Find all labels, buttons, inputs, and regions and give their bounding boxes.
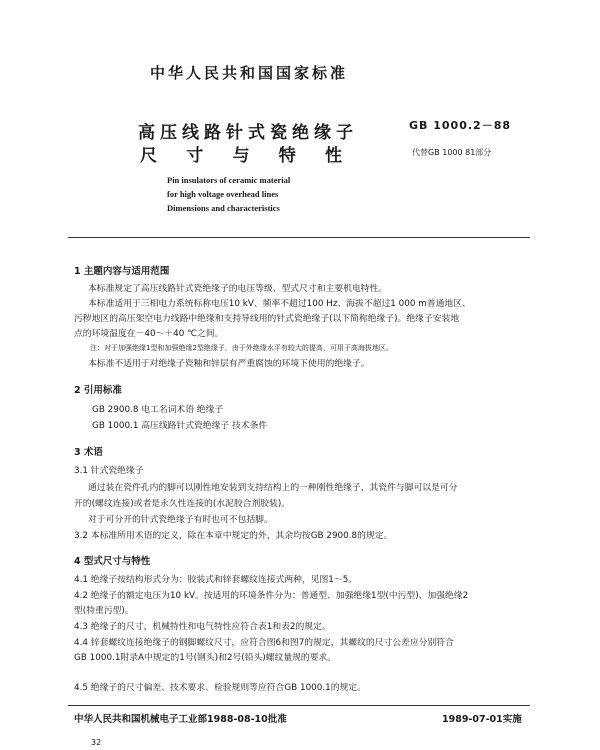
english-title-line: for high voltage overhead lines <box>167 189 279 199</box>
clause-line: 4.4 锌套螺纹连接绝缘子的钢脚螺纹尺寸，应符合图6和图7的规定，其螺纹的尺寸公差应分别符合 <box>74 638 454 648</box>
english-title-line: Pin insulators of ceramic material <box>167 175 291 185</box>
subtitle-char: 性 <box>325 146 342 166</box>
national-standard-header: 中华人民共和国国家标准 <box>150 64 349 82</box>
approval-statement: 中华人民共和国机械电子工业部1988-08-10批准 <box>74 714 287 725</box>
paragraph: 本标准不适用于对绝缘子瓷釉和锌层有严重腐蚀的环境下使用的绝缘子。 <box>88 359 370 369</box>
footer-divider <box>68 705 530 706</box>
page-number: 32 <box>91 738 102 747</box>
reference-item: GB 1000.1 高压线路针式瓷绝缘子 技术条件 <box>92 421 268 431</box>
subtitle-char: 尺 <box>140 146 157 166</box>
clause-line: 4.5 绝缘子的尺寸偏差、技术要求、检验规则等应符合GB 1000.1的规定。 <box>74 683 366 693</box>
section-3-heading: 3 术语 <box>74 447 103 458</box>
subtitle-char: 与 <box>232 146 250 166</box>
paragraph-line: 点的环境温度在－40～＋40 ℃之间。 <box>74 329 224 339</box>
clause-line: 4.1 绝缘子按结构形式分为：胶装式和锌套螺纹连接式两种，见图1～5。 <box>74 575 358 585</box>
clause-line: GB 1000.1附录A中规定的1号(钢头)和2号(铅头)螺纹量规的要求。 <box>74 653 337 663</box>
document-title: 高压线路针式瓷绝缘子 <box>138 123 358 143</box>
subtitle-char: 特 <box>278 146 296 166</box>
paragraph-line: 污秽地区的高压架空电力线路中绝缘和支持导线用的针式瓷绝缘子(以下简称绝缘子)。绝缘子安装地 <box>74 314 460 324</box>
definition-line: 对于可分开的针式瓷绝缘子有时也可不包括脚。 <box>88 515 273 525</box>
replaces-note: 代替GB 1000 81部分 <box>412 148 492 157</box>
definition-item: 3.2 本标准所用术语的定义，除在本章中规定的外，其余均按GB 2900.8的规定。 <box>74 531 393 541</box>
clause-line: 4.2 绝缘子的额定电压为10 kV。按适用的环境条件分为：普通型、加强绝缘1型(中污型)、加强绝缘2 <box>74 591 469 601</box>
section-2-heading: 2 引用标准 <box>74 385 122 396</box>
definition-title: 3.1 针式瓷绝缘子 <box>74 466 144 476</box>
reference-item: GB 2900.8 电工名词术语 绝缘子 <box>92 405 224 415</box>
definition-line: 开的(螺纹连接)或者是永久性连接的(水泥胶合剂胶装)。 <box>74 499 291 509</box>
note: 注：对于加强绝缘1型和加强绝缘2型绝缘子，由于外绝缘水平有较大的提高，可用于高海拔地区。 <box>90 344 393 352</box>
paragraph: 本标准规定了高压线路针式瓷绝缘子的电压等级、型式尺寸和主要机电特性。 <box>88 284 388 294</box>
subtitle-char: 寸 <box>186 146 204 166</box>
document-subtitle <box>140 141 342 166</box>
implementation-date: 1989-07-01实施 <box>442 714 522 725</box>
english-title-line: Dimensions and characteristics <box>167 203 280 213</box>
section-4-heading: 4 型式尺寸与特性 <box>74 556 151 567</box>
standard-code: GB 1000.2－88 <box>409 119 511 132</box>
clause-line: 型(特重污型)。 <box>74 606 134 616</box>
header-divider <box>68 237 530 238</box>
definition-line: 通过装在瓷件孔内的脚可以刚性地安装到支持结构上的一种刚性绝缘子，其瓷件与脚可以是可分 <box>88 483 458 493</box>
paragraph-line: 本标准适用于三相电力系统标称电压10 kV、频率不超过100 Hz、海拔不超过1 000 m普通地区、 <box>88 299 471 309</box>
clause-line: 4.3 绝缘子的尺寸，机械特性和电气特性应符合表1和表2的规定。 <box>74 622 331 632</box>
section-1-heading: 1 主题内容与适用范围 <box>74 266 170 277</box>
